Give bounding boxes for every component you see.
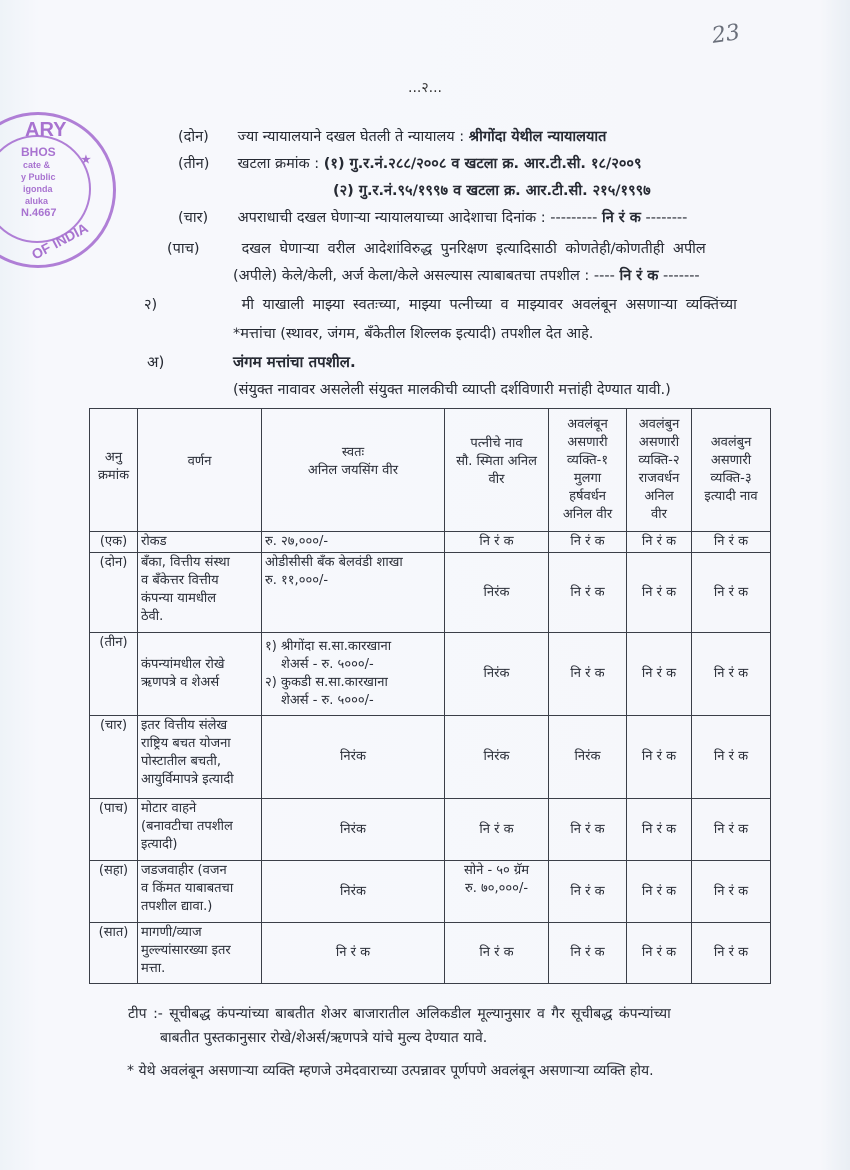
stamp-star-icon: ★ [81, 154, 91, 166]
footnote-dependent-definition: * येथे अवलंबून असणाऱ्या व्यक्ति म्हणजे उमेदवाराच्या उत्पन्नावर पूर्णपणे अवलंबून असणाऱ्या व्यक्ति होय. [127, 1063, 654, 1079]
stamp-text-name: BHOS [21, 145, 56, 159]
footnote-tip-line2: बाबतीत पुस्तकानुसार रोखे/शेअर्स/ऋणपत्रे यांचे मुल्य देण्यात यावे. [160, 1030, 488, 1046]
item-label: (चार) [178, 210, 209, 226]
section-a-title: जंगम मत्तांचा तपशील. [233, 353, 356, 371]
header-description: वर्णन [138, 409, 262, 532]
cell-description: इतर वित्तीय संलेख राष्ट्रिय बचत योजना पोस्टातील बचती, आयुर्विमापत्रे इत्यादी [138, 716, 262, 799]
cell-dependent-3: नि रं क [692, 923, 771, 984]
cell-description: रोकड [138, 532, 262, 553]
table-header-row [90, 409, 771, 532]
declaration-number: २) [144, 297, 158, 313]
cell-dependent-3: नि रं क [692, 633, 771, 716]
item-text: खटला क्रमांक : [237, 156, 324, 172]
stamp-text-top: ARY [25, 119, 67, 141]
stamp-text-line4: aluka [25, 196, 49, 206]
cell-self: रु. २७,०००/- [262, 532, 445, 553]
court-name: श्रीगोंदा येथील न्यायालयात [468, 129, 607, 145]
table-row [90, 861, 771, 923]
cell-dependent-1: नि रं क [549, 633, 627, 716]
cell-serial: (सहा) [90, 861, 138, 923]
cell-dependent-1: नि रं क [549, 532, 627, 553]
cell-serial: (पाच) [90, 799, 138, 861]
header-dependent-1: अवलंबून असणारी व्यक्ति-१ मुलगा हर्षवर्धन अनिल वीर [549, 409, 627, 532]
cell-self: ओडीसीसी बँक बेलवंडी शाखा रु. ११,०००/- [262, 553, 445, 633]
stamp-text-line3: igonda [23, 184, 53, 194]
cell-wife: सोने - ५० ग्रॅम रु. ७०,०००/- [445, 861, 549, 923]
declaration-line1: मी याखाली माझ्या स्वतःच्या, माझ्या पत्नीच्या व माझ्यावर अवलंबून असणाऱ्या व्यक्तिंच्या [241, 297, 737, 313]
stamp-text-regno: N.4667 [21, 207, 57, 219]
cell-dependent-1: नि रं क [549, 923, 627, 984]
cell-description: कंपन्यांमधील रोखे ऋणपत्रे व शेअर्स [138, 633, 262, 716]
case-number-2: (२) गु.र.नं.९५/१९९७ व खटला क्र. आर.टी.सी. २१५/१९९७ [333, 183, 651, 199]
section-a-label: अ) [147, 353, 165, 371]
cell-serial: (दोन) [90, 553, 138, 633]
declaration [144, 294, 737, 314]
case-item-appeal-line2 [233, 265, 700, 285]
cell-dependent-2: नि रं क [627, 923, 692, 984]
cell-dependent-3: नि रं क [692, 861, 771, 923]
cell-serial: (चार) [90, 716, 138, 799]
cell-dependent-2: नि रं क [627, 633, 692, 716]
item-text: ज्या न्यायालयाने दखल घेतली ते न्यायालय : [237, 129, 469, 145]
cell-dependent-3: नि रं क [692, 553, 771, 633]
item-suffix: ------- [658, 268, 700, 284]
section-a-note: (संयुक्त नावावर असलेली संयुक्त मालकीची व्याप्ती दर्शविणारी मत्तांही देण्यात यावी.) [233, 382, 671, 398]
cell-dependent-2: नि रं क [627, 553, 692, 633]
footnote-tip-line1: टीप :- सूचीबद्ध कंपन्यांच्या बाबतीत शेअर बाजारातील अलिकडील मूल्यानुसार व गैर सूचीबद्ध कंपन्यांच्या [128, 1006, 671, 1022]
cell-wife: नि रं क [445, 532, 549, 553]
cell-wife: निरंक [445, 553, 549, 633]
appeal-value: नि रं क [619, 268, 659, 284]
header-wife: पत्नीचे नाव सौ. स्मिता अनिल वीर [445, 409, 549, 532]
declaration-continued [233, 323, 593, 343]
case-item-court [178, 126, 606, 146]
item-label: (दोन) [178, 129, 209, 145]
case-item-order-date [178, 207, 687, 227]
cell-self: निरंक [262, 716, 445, 799]
table-row [90, 799, 771, 861]
cell-self: १) श्रीगोंदा स.सा.कारखाना शेअर्स - रु. ५०००/- २) कुकडी स.सा.कारखाना शेअर्स - रु. ५०००/- [262, 633, 445, 716]
cell-serial: (सात) [90, 923, 138, 984]
cell-description: जडजवाहीर (वजन व किंमत याबाबतचा तपशील द्यावा.) [138, 861, 262, 923]
cell-dependent-1: निरंक [549, 716, 627, 799]
cell-dependent-1: नि रं क [549, 553, 627, 633]
movable-assets-table [89, 408, 771, 984]
cell-serial: (एक) [90, 532, 138, 553]
page-marker: ...२... [408, 80, 442, 96]
cell-dependent-2: नि रं क [627, 532, 692, 553]
section-a-heading [147, 352, 356, 372]
cell-self: निरंक [262, 861, 445, 923]
handwritten-page-number: 23 [710, 20, 742, 49]
stamp-text-line1: cate & [23, 160, 51, 170]
cell-wife: नि रं क [445, 799, 549, 861]
table-row [90, 553, 771, 633]
cell-dependent-3: नि रं क [692, 716, 771, 799]
item-label: (पाच) [167, 241, 200, 257]
case-item-appeal [167, 238, 706, 258]
item-text-line2: (अपीले) केले/केली, अर्ज केला/केले असल्यास त्याबाबतचा तपशील : ---- [233, 268, 620, 284]
order-date-value: नि रं क [601, 210, 641, 226]
cell-wife: निरंक [445, 633, 549, 716]
cell-wife: निरंक [445, 716, 549, 799]
cell-dependent-1: नि रं क [549, 799, 627, 861]
cell-dependent-1: नि रं क [549, 861, 627, 923]
cell-description: मागणी/व्याज मुल्ल्यांसारख्या इतर मत्ता. [138, 923, 262, 984]
table-row [90, 923, 771, 984]
stamp-text-bottom: OF INDIA [28, 219, 91, 263]
cell-serial: (तीन) [90, 633, 138, 716]
case-number-1: (१) गु.र.नं.२८८/२००८ व खटला क्र. आर.टी.सी. १८/२००९ [323, 156, 642, 172]
table-row [90, 633, 771, 716]
cell-wife: नि रं क [445, 923, 549, 984]
cell-self: निरंक [262, 799, 445, 861]
item-text: अपराधाची दखल घेणाऱ्या न्यायालयाच्या आदेशाचा दिनांक : --------- [237, 210, 602, 226]
cell-description: मोटार वाहने (बनावटीचा तपशील इत्यादी) [138, 799, 262, 861]
table-row [90, 532, 771, 553]
cell-dependent-2: नि रं क [627, 799, 692, 861]
cell-dependent-3: नि रं क [692, 799, 771, 861]
case-item-case-number [178, 153, 642, 173]
case-item-case-number-2 [333, 180, 651, 200]
header-dependent-2: अवलंबुन असणारी व्यक्ति-२ राजवर्धन अनिल वीर [627, 409, 692, 532]
declaration-line2: *मत्तांचा (स्थावर, जंगम, बँकेतील शिल्लक इत्यादी) तपशील देत आहे. [233, 326, 594, 342]
header-dependent-3: अवलंबुन असणारी व्यक्ति-३ इत्यादी नाव [692, 409, 771, 532]
stamp-text-line2: y Public [21, 172, 56, 182]
cell-description: बँका, वित्तीय संस्था व बँकेत्तर वित्तीय कंपन्या यामधील ठेवी. [138, 553, 262, 633]
cell-dependent-3: नि रं क [692, 532, 771, 553]
item-text-line1: दखल घेणाऱ्या वरील आदेशांविरुद्ध पुनरिक्षण इत्यादिसाठी कोणतेही/कोणतीही अपील [241, 241, 706, 257]
item-suffix: -------- [640, 210, 688, 226]
cell-dependent-2: नि रं क [627, 716, 692, 799]
cell-self: नि रं क [262, 923, 445, 984]
item-label: (तीन) [178, 156, 210, 172]
cell-dependent-2: नि रं क [627, 861, 692, 923]
table-row [90, 716, 771, 799]
header-self: स्वतः अनिल जयसिंग वीर [262, 409, 445, 532]
header-serial: अनु क्रमांक [90, 409, 138, 532]
